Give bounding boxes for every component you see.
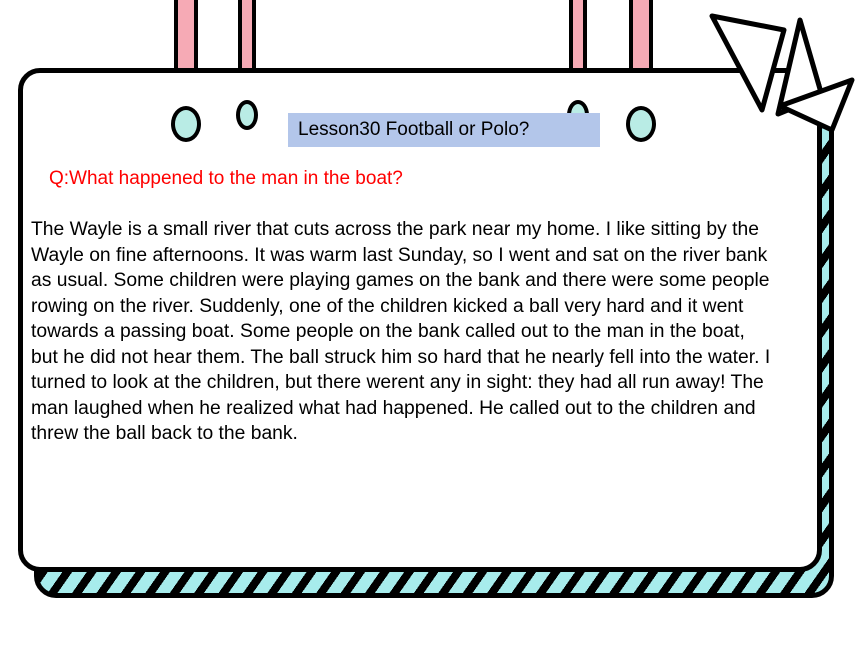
strap-ring-4 [626, 106, 656, 142]
paper-plane-icon [700, 10, 858, 140]
lesson-title: Lesson30 Football or Polo? [288, 113, 600, 147]
reading-passage: The Wayle is a small river that cuts across the park near my home. I like sitting by the Wayle on fine afternoons. It was warm last Sunday, so I went and sat on the river bank as usual. Some children were playing games on the bank and there were some people rowing on the river. Suddenly, one of the children kicked a ball very hard and it went towards a passing boat. Some people on the bank called out to the man in the boat, but he did not hear them. The ball struck him so hard that he nearly fell into the water. I turned to look at the children, but there werent any in sight: they had all run away! The man laughed when he realized what had happened. He called out to the children and threw the ball back to the bank. [31, 219, 771, 444]
question-text: Q:What happened to the man in the boat? [49, 168, 403, 189]
strap-ring-2 [236, 100, 258, 130]
strap-ring-1 [171, 106, 201, 142]
